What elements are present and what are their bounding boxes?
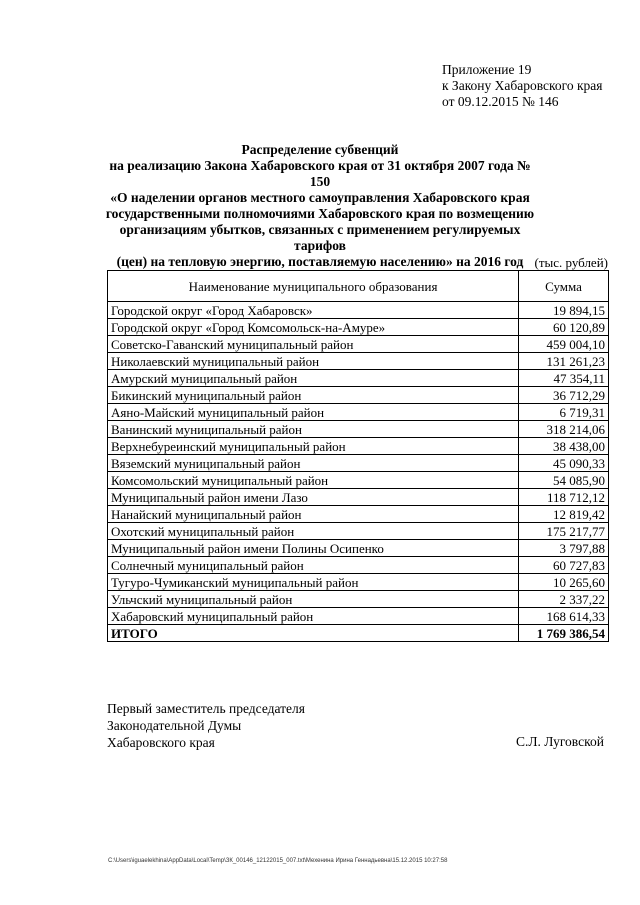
row-sum: 459 004,10 [519, 336, 609, 353]
row-name: Комсомольский муниципальный район [108, 472, 519, 489]
table-row [108, 591, 609, 608]
row-name: Советско-Гаванский муниципальный район [108, 336, 519, 353]
title-line-3: «О наделении органов местного самоуправления Хабаровского края [110, 190, 530, 205]
header-sum: Сумма [519, 271, 609, 302]
table-row [108, 557, 609, 574]
row-sum: 36 712,29 [519, 387, 609, 404]
footer-file-path: C:\Users\iguaelekhina\AppData\Local\Temp\ЗК_00146_12122015_007.txt\Мехенина Ирина Геннадьевна\15.12.2015 10:27:58 [108, 858, 448, 864]
row-sum: 54 085,90 [519, 472, 609, 489]
row-name: Солнечный муниципальный район [108, 557, 519, 574]
row-name: Амурский муниципальный район [108, 370, 519, 387]
title-line-5: организациям убытков, связанных с применением регулируемых тарифов [119, 222, 521, 253]
row-sum: 175 217,77 [519, 523, 609, 540]
row-sum: 118 712,12 [519, 489, 609, 506]
total-sum: 1 769 386,54 [519, 625, 609, 642]
row-name: Аяно-Майский муниципальный район [108, 404, 519, 421]
table-row [108, 523, 609, 540]
row-name: Муниципальный район имени Полины Осипенко [108, 540, 519, 557]
table-row [108, 574, 609, 591]
header-name: Наименование муниципального образования [108, 271, 519, 302]
row-sum: 131 261,23 [519, 353, 609, 370]
row-name: Бикинский муниципальный район [108, 387, 519, 404]
row-name: Верхнебуреинский муниципальный район [108, 438, 519, 455]
total-row [108, 625, 609, 642]
row-name: Нанайский муниципальный район [108, 506, 519, 523]
table-row [108, 404, 609, 421]
signature-block [107, 700, 305, 751]
row-name: Охотский муниципальный район [108, 523, 519, 540]
table-row [108, 438, 609, 455]
row-name: Ульчский муниципальный район [108, 591, 519, 608]
row-sum: 2 337,22 [519, 591, 609, 608]
document-title [100, 142, 540, 270]
table-row [108, 336, 609, 353]
row-sum: 10 265,60 [519, 574, 609, 591]
appendix-block [442, 62, 603, 110]
appendix-law: к Закону Хабаровского края [442, 78, 603, 93]
row-name: Тугуро-Чумиканский муниципальный район [108, 574, 519, 591]
title-line-4: государственными полномочиями Хабаровского края по возмещению [105, 206, 535, 221]
appendix-date: от 09.12.2015 № 146 [442, 94, 559, 109]
row-sum: 60 120,89 [519, 319, 609, 336]
row-name: Хабаровский муниципальный район [108, 608, 519, 625]
row-name: Городской округ «Город Хабаровск» [108, 302, 519, 319]
row-sum: 45 090,33 [519, 455, 609, 472]
subvention-table [107, 270, 609, 642]
title-line-6: (цен) на тепловую энергию, поставляемую населению» на 2016 год [116, 254, 524, 269]
signer-name: С.Л. Луговской [516, 734, 604, 749]
table-row [108, 302, 609, 319]
row-sum: 6 719,31 [519, 404, 609, 421]
row-name: Вяземский муниципальный район [108, 455, 519, 472]
row-sum: 3 797,88 [519, 540, 609, 557]
appendix-number: Приложение 19 [442, 62, 532, 77]
table-row [108, 608, 609, 625]
table-row [108, 455, 609, 472]
row-sum: 12 819,42 [519, 506, 609, 523]
signature-position-2: Законодательной Думы [107, 718, 242, 733]
total-label: ИТОГО [108, 625, 519, 642]
table-row [108, 472, 609, 489]
title-line-1: Распределение субвенций [241, 142, 399, 157]
row-sum: 60 727,83 [519, 557, 609, 574]
row-sum: 318 214,06 [519, 421, 609, 438]
signature-position-3: Хабаровского края [107, 735, 215, 750]
row-name: Ванинский муниципальный район [108, 421, 519, 438]
row-sum: 168 614,33 [519, 608, 609, 625]
table-row [108, 370, 609, 387]
row-sum: 47 354,11 [519, 370, 609, 387]
table-row [108, 506, 609, 523]
table-row [108, 387, 609, 404]
row-sum: 19 894,15 [519, 302, 609, 319]
table-header-row [108, 271, 609, 302]
table-row [108, 353, 609, 370]
table-row [108, 319, 609, 336]
table-row [108, 540, 609, 557]
signature-position-1: Первый заместитель председателя [107, 701, 305, 716]
unit-label: (тыс. рублей) [534, 255, 608, 270]
table-row [108, 489, 609, 506]
title-line-2: на реализацию Закона Хабаровского края от 31 октября 2007 года № 150 [109, 158, 531, 189]
table-row [108, 421, 609, 438]
row-sum: 38 438,00 [519, 438, 609, 455]
row-name: Городской округ «Город Комсомольск-на-Амуре» [108, 319, 519, 336]
row-name: Муниципальный район имени Лазо [108, 489, 519, 506]
row-name: Николаевский муниципальный район [108, 353, 519, 370]
